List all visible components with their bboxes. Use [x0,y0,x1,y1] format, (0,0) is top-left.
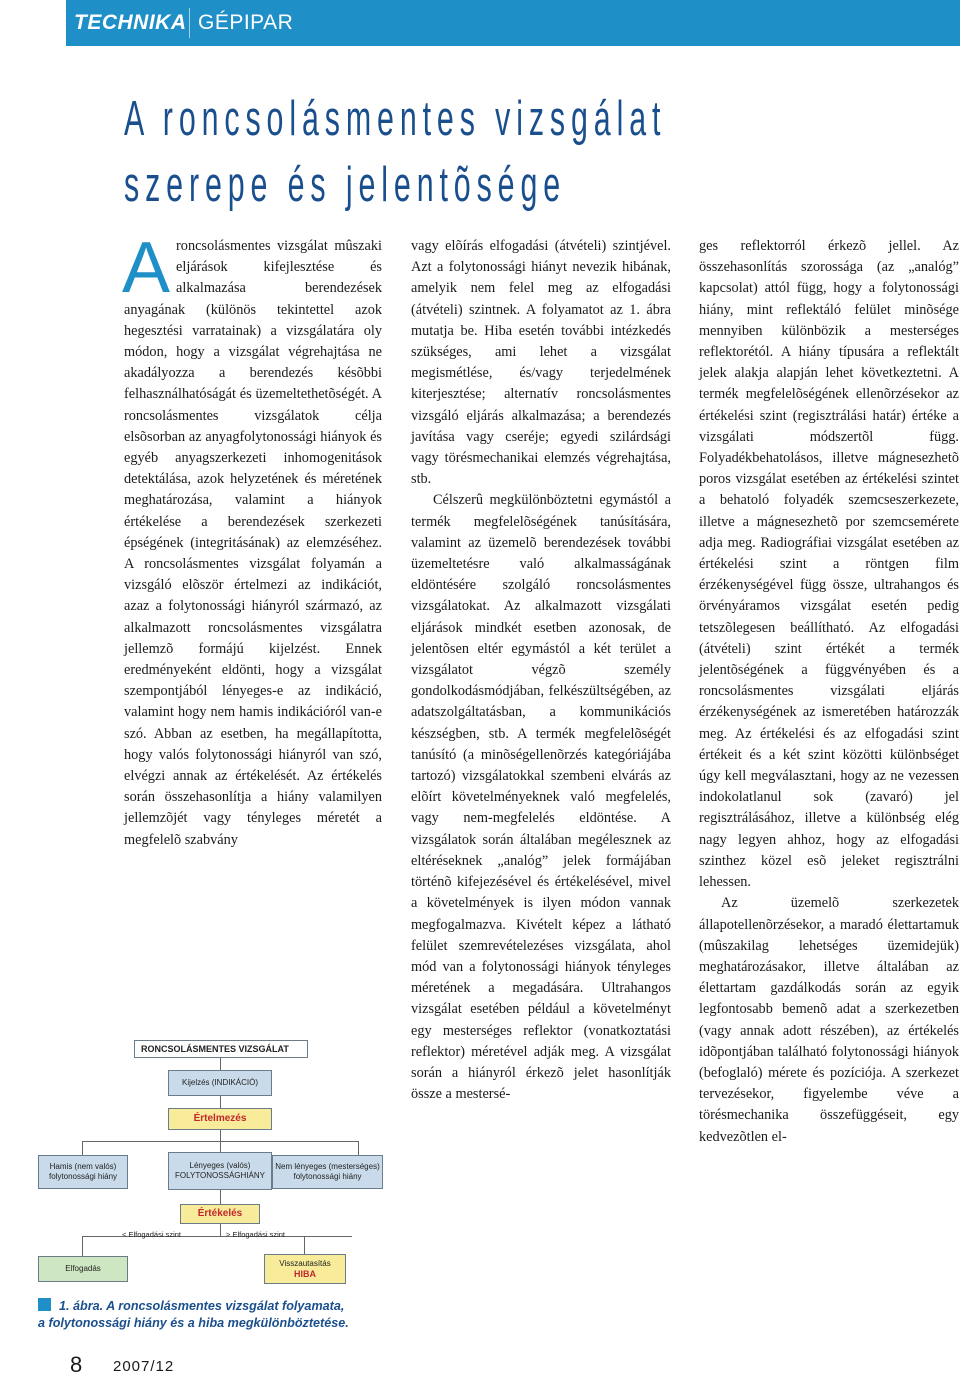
title-line-1: A roncsolásmentes vizsgálat [124,92,667,146]
page-number: 8 [70,1352,83,1377]
connector-line [304,1236,305,1254]
flow-ertelmezes-box: Értelmezés [168,1108,272,1130]
flow-header-box: RONCSOLÁSMENTES VIZSGÁLAT [134,1040,308,1058]
flow-elfogadas-box: Elfogadás [38,1256,128,1282]
flowchart-figure [38,1040,383,1290]
hiba-label: HIBA [294,1269,316,1279]
caption-line-1: 1. ábra. A roncsolásmentes vizsgálat folyamata, [59,1299,345,1313]
flow-kijelzes-box: Kijelzés (INDIKÁCIÓ) [168,1070,272,1096]
section-header-bar [66,0,960,46]
connector-line [220,1224,221,1236]
flow-lt-label: < Elfogadási szint [122,1230,181,1239]
connector-line [358,1141,359,1155]
connector-line [82,1141,83,1155]
subsection-label: GÉPIPAR [198,11,294,34]
flow-visszautasitas-box [264,1254,346,1284]
connector-line [220,1096,221,1108]
column-3-paragraph-1: ges reflektorról érkezõ jellel. Az összehasonlítás szorossága (az „analóg” kapcsolat) attól függ, hogy a folytonossági hiány, mint reflektáló felület minõsége mennyiben különbözik a mesterséges reflektorétól. A hiány típusára a reflektált jelek alakja alapján lehet következtetni. A termék megfelelõségének ellenõrzésekor az értékelési szint (regisztrálási határ) értéke a vizsgálati módszertõl függ. Folyadékbehatolásos, illetve mágnesezhetõ poros vizsgálat esetében az értékelési szintet a behatoló folyadék szemcseszerkezete, illetve a mágnesezhetõ por szemcsemérete adja meg. Radiográfiai vizsgálat esetében az értékelési szint a röntgen film érzékenységével függ össze, ultrahangos és örvényáramos vizsgálat esetén pedig tetszõlegesen beállítható. Az elfogadási (átvételi) szint értékét a termék jelentõségének a függvényében és a roncsolásmentes vizsgálati eljárás érzékenységének az ismeretében határozzák meg. Az értékelési és az elfogadási szint értékeit és a két szint közötti különbséget úgy kell megválasztani, hogy az ne vezessen indokolatlanul sok (zavaró) jel regisztrálásához, illetve a különbség elég nagy legyen ahhoz, hogy az elfogadási szinthez közel esõ jeleket regisztrálni lehessen. [699,238,959,891]
section-label: TECHNIKA [74,11,187,34]
article-title [124,86,942,218]
flow-hamis-box: Hamis (nem valós) folytonossági hiány [38,1155,128,1189]
flow-ertekeles-box: Értékelés [180,1204,260,1224]
column-2-paragraph-1: vagy elõírás elfogadási (átvételi) szintjével. Azt a folytonossági hiányt nevezik hibának, amelyik nem felel meg az elfogadási (átvételi) szintnek. A folyamatot az 1. ábra mutatja be. Hiba esetén további intézkedés szükséges, ami lehet a vizsgálat megismétlése, és/vagy terjedelmének kiterjesztése; alternatív roncsolásmentes vizsgáló eljárás alkalmazása; a berendezés javítása vagy cseréje; egyedi szilárdsági vagy törésmechanikai elemzés végrehajtása, stb. [411,238,671,488]
connector-line [82,1141,358,1142]
flow-lenyeges-box: Lényeges (valós) FOLYTONOSSÁGHIÁNY [168,1152,272,1190]
drop-cap: A [122,228,171,308]
article-column-3 [699,236,959,1148]
article-column-2 [411,236,671,1105]
header-divider [189,8,190,38]
column-2-paragraph-2: Célszerû megkülönböztetni egymástól a termék megfelelõségének tanúsítására, valamint az üzemelõ berendezések további üzemeltetésre való alkalmasságának eldöntésére szolgáló roncsolásmentes vizsgálatokat. Az alkalmazott vizsgálati eljárások mindkét esetben azonosak, de jelentõsen eltér egymástól a két terület a vizsgálatot végzõ személy gondolkodásmódjában, felkészültségében, az adatszolgáltatásban, a kommunikációs készségben, stb. A termék megfelelõségét tanúsító (a minõségellenõrzés kategóriájába tartozó) vizsgálatokkal szembeni elvárás az elõírt követelményeknek való megfelelés, vagy nem-megfelelés eldöntése. A vizsgálatok során általában megélesznek az eltéréseknek „analóg” jelek formájában történõ kifejezésével és értékelésével, mivel a követelmények is ilyen módon vannak megfogalmazva. Kivételt képez a látható felület szemrevételezéses vizsgálata, ahol mód van a folytonossági hiányok tényleges méretének a megadására. Ultrahangos vizsgálat esetében például a követelményt egy mesterséges reflektor (vonatkoztatási reflektor) méretével adják meg. A vizsgálat során a hiányról érkezõ jelet hasonlítják össze a mestersé- [411,492,671,1103]
issue-label: 2007/12 [113,1358,175,1375]
flow-nemlenyeges-box: Nem lényeges (mesterséges) folytonossági hiány [272,1155,383,1189]
connector-line [220,1190,221,1204]
connector-line [220,1058,221,1070]
title-line-2: szerepe és jelentõsége [124,158,567,212]
column-1-paragraph [122,228,382,851]
article-column-1 [122,228,382,851]
column-3-paragraph-2: Az üzemelõ szerkezetek állapotellenõrzésekor, a maradó élettartamuk (mûszakilag lehetséges üzemidejük) meghatározásakor, illetve általában az élettartam gazdálkodás során az egyik legfontosabb bemenõ adat a szerkezetben (vagy annak adott részében), az értékelés idõpontjában található folytonossági hiányok (befoglaló) mérete és pozíciója. A szerkezet tervezésekor, figyelembe véve a törésmechanika összefüggéseit, egy kedvezõtlen el- [699,895,959,1145]
connector-line [82,1236,83,1256]
visszautasitas-label: Visszautasítás [279,1259,331,1268]
caption-line-2: a folytonossági hiány és a hiba megkülönböztetése. [38,1316,349,1330]
flow-gt-label: > Elfogadási szint [226,1230,285,1239]
caption-square-icon [38,1298,51,1311]
figure-caption [38,1298,383,1332]
column-1-text: roncsolásmentes vizsgálat mûszaki eljárások kifejlesztése és alkalmazása berendezések anyagának (különös tekintettel azok hegesztési varratainak) a vizsgálatára oly módon, hogy a vizsgálat végrehajtása ne akadályozza a berendezés késõbbi felhasználhatóságát és üzemeltethetõségét. A roncsolásmentes vizsgálatok célja elsõsorban az anyagfolytonossági hiányok és egyéb anyagszerkezeti inhomogenitások detektálása, azok helyzetének és méretének meghatározása, valamint a hiányok értékelése a berendezések szerkezeti épségének (integritásának) az elemzéséhez. A roncsolásmentes vizsgálat folyamán a vizsgáló elõször értelmezi az indikációt, azaz a folytonossági hiányról származó, az alkalmazott roncsolásmentes vizsgálatra jellemzõ formájú kijelzést. Ennek eredményeként eldönti, hogy a vizsgálat szempontjából lényeges-e az indikáció, valamint hogy nem hamis indikációról van-e szó. Abban az esetben, ha megállapította, hogy valós folytonossági hiányról van szó, elvégzi annak az értékelését. Az értékelés során összehasonlítja a hiány valamilyen jellemzõjét vagy tényleges méretét a megfelelõ szabvány [124,238,382,848]
